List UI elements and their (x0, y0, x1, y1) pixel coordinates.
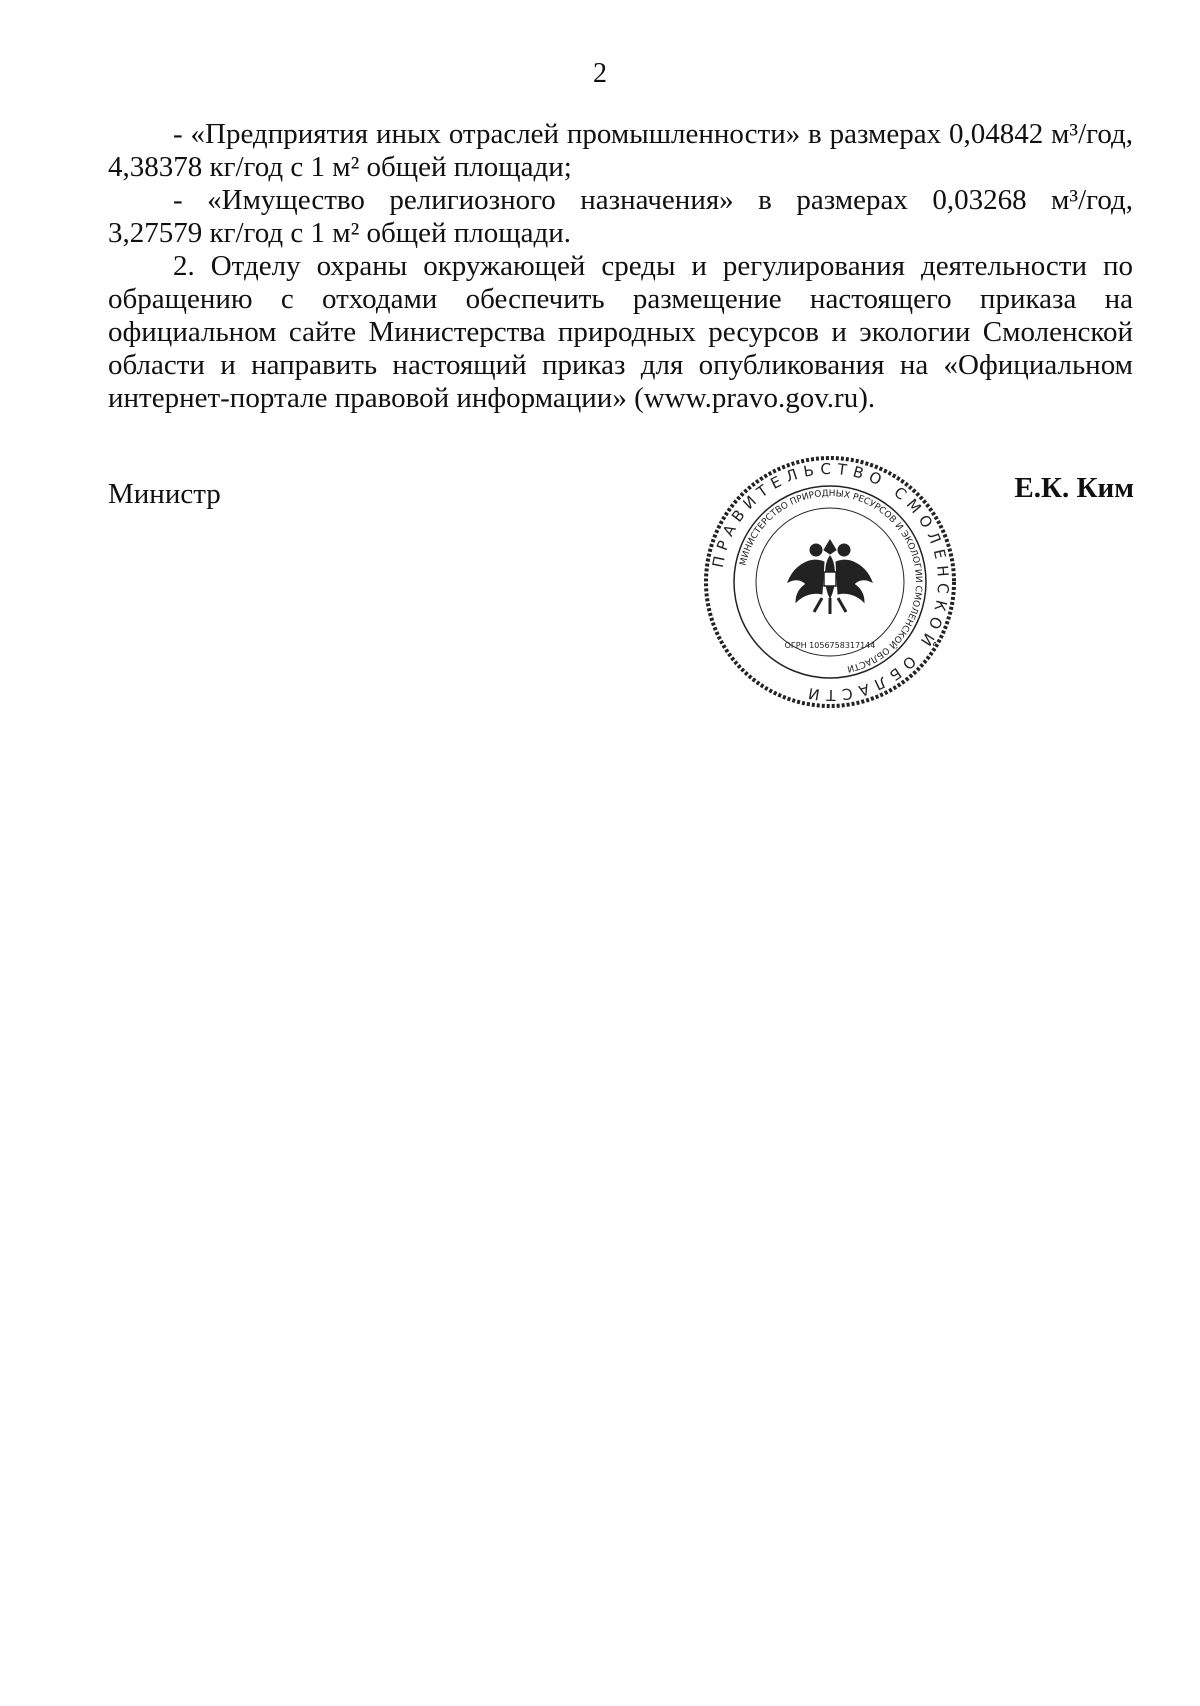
seal-ogrn: ОГРН 1056758317144 (784, 641, 876, 650)
paragraph-3-line-2: обращению с отходами обеспечить размещение настоящего приказа на (108, 283, 1133, 315)
eagle-emblem-icon (788, 540, 872, 614)
paragraph-1-line-2: 4,38378 кг/год с 1 м² общей площади; (108, 151, 572, 183)
paragraph-3-line-3: официальном сайте Министерства природных ресурсов и экологии Смоленской (108, 316, 1133, 348)
page-number: 2 (593, 58, 607, 89)
paragraph-3-line-1: 2. Отделу охраны окружающей среды и регулирования деятельности по (173, 250, 1133, 282)
signature-title: Министр (108, 478, 221, 510)
paragraph-3-line-5: интернет-портале правовой информации» (www.pravo.gov.ru). (108, 382, 876, 414)
document-body (108, 118, 1133, 415)
paragraph-3-line-4: области и направить настоящий приказ для опубликования на «Официальном (108, 349, 1133, 381)
paragraph-1-line-1: - «Предприятия иных отраслей промышленности» в размерах 0,04842 м³/год, (173, 118, 1133, 150)
paragraph-2-line-1: - «Имущество религиозного назначения» в размерах 0,03268 м³/год, (173, 184, 1133, 216)
official-seal (700, 452, 960, 712)
seal-inner-text: МИНИСТЕРСТВО ПРИРОДНЫХ РЕСУРСОВ И ЭКОЛОГИИ СМОЛЕНСКОЙ ОБЛАСТИ (738, 488, 924, 674)
signature-name: Е.К. Ким (1014, 472, 1134, 504)
paragraph-2-line-2: 3,27579 кг/год с 1 м² общей площади. (108, 217, 571, 249)
seal-outer-text: ПРАВИТЕЛЬСТВО СМОЛЕНСКОЙ ОБЛАСТИ (708, 459, 953, 705)
